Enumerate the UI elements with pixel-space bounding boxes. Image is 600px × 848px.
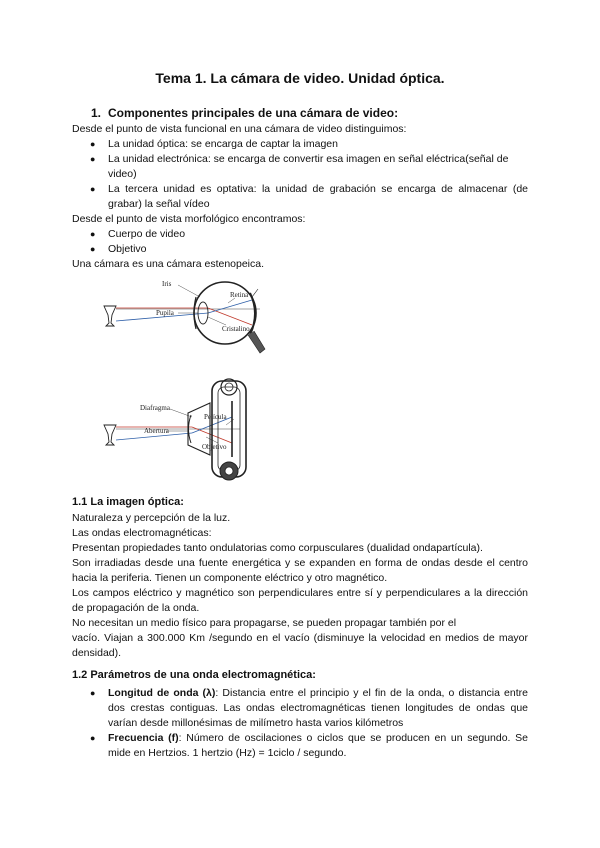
functional-item: La unidad óptica: se encarga de captar la imagen [108, 138, 338, 150]
parameter-term: Frecuencia (f) [108, 732, 179, 744]
bullet-icon: ● [90, 184, 96, 194]
bullet-icon: ● [90, 688, 96, 698]
bullet-icon: ● [90, 139, 96, 149]
bullet-icon: ● [90, 244, 96, 254]
parameter-term: Longitud de onda (λ) [108, 687, 216, 699]
section11-line: Presentan propiedades tanto ondulatorias como corpusculares (dualidad ondapartícula). [72, 542, 483, 554]
camera-diagram [100, 373, 275, 485]
section11-paragraph: Son irradiadas desde una fuente energética y se expanden en forma de ondas desde el centro hacia la periferia. Tienen un componente eléctrico y otro magnético. [72, 557, 528, 584]
label-diafragma: Diafragma [140, 404, 170, 412]
label-iris: Iris [162, 280, 172, 288]
section11-line: Las ondas electromagnéticas: [72, 527, 212, 539]
section11-line: Naturaleza y percepción de la luz. [72, 512, 231, 524]
functional-item: La tercera unidad es optativa: la unidad de grabación se encarga de almacenar (de grabar) la señal vídeo [108, 183, 528, 210]
morph-item: Objetivo [108, 243, 147, 255]
section11-paragraph: No necesitan un medio físico para propagarse, se pueden propagar también por el [72, 617, 457, 629]
functional-item: La unidad electrónica: se encarga de convertir esa imagen en señal eléctrica(señal de video) [108, 153, 509, 180]
parameter-desc: : Distancia entre el principio y el fin de la onda, o distancia entre dos crestas contiguas. Las ondas electromagnéticas tienen longitudes de ondas que varían desde millonésimas de milímetro hasta varios kilómetros [108, 687, 528, 729]
page-title: Tema 1. La cámara de video. Unidad óptica. [155, 70, 445, 86]
label-pelicula: Película [204, 413, 227, 421]
functional-intro: Desde el punto de vista funcional en una cámara de video distinguimos: [72, 123, 407, 135]
label-objetivo: Objetivo [202, 443, 227, 451]
morph-intro: Desde el punto de vista morfológico encontramos: [72, 213, 306, 225]
parameter-item [108, 731, 528, 761]
morph-item: Cuerpo de video [108, 228, 186, 240]
label-retina: Retina [230, 291, 249, 299]
bullet-icon: ● [90, 154, 96, 164]
section11-paragraph: vacío. Viajan a 300.000 Km /segundo en el vacío (disminuye la velocidad en medios de mayor densidad). [72, 632, 528, 659]
pinhole-statement: Una cámara es una cámara estenopeica. [72, 258, 265, 270]
parameter-desc: : Número de oscilaciones o ciclos que se producen en un segundo. Se mide en Hertzios. 1 hertzio (Hz) = 1ciclo / segundo. [108, 732, 528, 759]
eye-diagram [100, 275, 275, 360]
label-pupila: Pupila [156, 309, 174, 317]
section12-heading: 1.2 Parámetros de una onda electromagnética: [72, 669, 316, 681]
section1-heading: Componentes principales de una cámara de video: [108, 106, 399, 120]
parameter-item [108, 686, 528, 731]
section1-number: 1. [91, 106, 102, 120]
bullet-icon: ● [90, 229, 96, 239]
section11-heading: 1.1 La imagen óptica: [72, 496, 184, 508]
label-cristalino: Cristalino [222, 325, 250, 333]
section11-paragraph: Los campos eléctrico y magnético son perpendiculares entre sí y perpendiculares a la dirección de propagación de la onda. [72, 587, 528, 614]
bullet-icon: ● [90, 733, 96, 743]
label-abertura: Abertura [144, 427, 169, 435]
